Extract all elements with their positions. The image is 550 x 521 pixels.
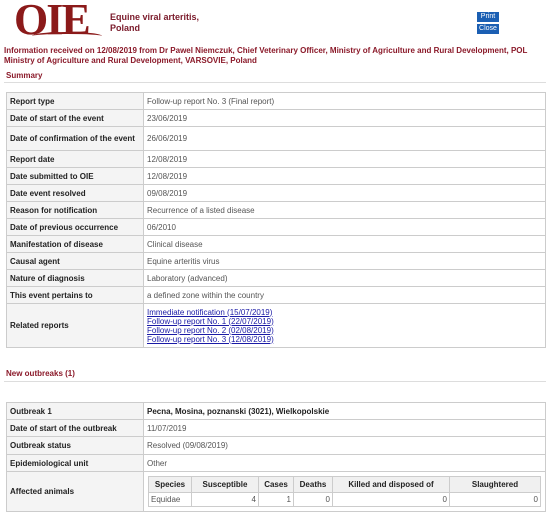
summary-row-value: Recurrence of a listed disease xyxy=(144,202,546,219)
summary-table xyxy=(6,92,546,348)
outbreaks-heading: New outbreaks (1) xyxy=(6,369,75,378)
info-line: Information received on 12/08/2019 from Dr Pawel Niemczuk, Chief Veterinary Officer, Ministry of Agriculture and Rural Development, POL Ministry of Agriculture and Rural Development, VARSOVIE, Poland xyxy=(4,46,528,65)
outbreak-table xyxy=(6,402,546,512)
summary-row-value: Follow-up report No. 3 (Final report) xyxy=(144,93,546,110)
summary-row xyxy=(7,151,546,168)
outbreak-row-value: 11/07/2019 xyxy=(144,420,546,437)
summary-row-value: 23/06/2019 xyxy=(144,110,546,127)
col-species: Species xyxy=(149,477,192,493)
summary-row xyxy=(7,93,546,110)
logo-text: OIE xyxy=(14,0,89,44)
outbreak-row xyxy=(7,437,546,455)
summary-row-value: 12/08/2019 xyxy=(144,168,546,185)
summary-row-value: 26/06/2019 xyxy=(144,127,546,151)
related-reports-list xyxy=(144,304,546,348)
summary-row-value: 06/2010 xyxy=(144,219,546,236)
col-deaths: Deaths xyxy=(294,477,333,493)
summary-row-value: Laboratory (advanced) xyxy=(144,270,546,287)
col-cases: Cases xyxy=(259,477,294,493)
animal-deaths: 0 xyxy=(294,493,333,507)
outbreak-label: Outbreak 1 xyxy=(7,403,144,420)
affected-animals-row xyxy=(7,472,546,512)
summary-row xyxy=(7,236,546,253)
related-reports-row xyxy=(7,304,546,348)
summary-row-label: Date of start of the event xyxy=(7,110,144,127)
summary-row-label: Date of previous occurrence xyxy=(7,219,144,236)
outbreak-row-value: Resolved (09/08/2019) xyxy=(144,437,546,455)
summary-row-label: This event pertains to xyxy=(7,287,144,304)
outbreak-title-row xyxy=(7,403,546,420)
summary-row-label: Report type xyxy=(7,93,144,110)
summary-row xyxy=(7,270,546,287)
summary-row-label: Date submitted to OIE xyxy=(7,168,144,185)
related-report-link[interactable]: Immediate notification (15/07/2019) xyxy=(147,307,273,317)
summary-row xyxy=(7,253,546,270)
disease-title xyxy=(110,12,199,34)
outbreak-row xyxy=(7,420,546,437)
summary-row xyxy=(7,168,546,185)
col-killed: Killed and disposed of xyxy=(333,477,450,493)
animal-cases: 1 xyxy=(259,493,294,507)
outbreak-row-label: Epidemiological unit xyxy=(7,455,144,472)
outbreaks-divider xyxy=(4,381,546,382)
animal-killed: 0 xyxy=(333,493,450,507)
summary-row xyxy=(7,219,546,236)
summary-row xyxy=(7,287,546,304)
summary-row-label: Causal agent xyxy=(7,253,144,270)
summary-row-value: 12/08/2019 xyxy=(144,151,546,168)
affected-animals-cell xyxy=(144,472,546,512)
summary-row-value: a defined zone within the country xyxy=(144,287,546,304)
oie-logo xyxy=(12,2,100,42)
summary-row-label: Date event resolved xyxy=(7,185,144,202)
col-slaughtered: Slaughtered xyxy=(450,477,541,493)
summary-row-label: Report date xyxy=(7,151,144,168)
related-report-link[interactable]: Follow-up report No. 2 (02/08/2019) xyxy=(147,325,274,335)
related-report-link[interactable]: Follow-up report No. 3 (12/08/2019) xyxy=(147,334,274,344)
outbreak-row-value: Other xyxy=(144,455,546,472)
summary-row-label: Nature of diagnosis xyxy=(7,270,144,287)
summary-row xyxy=(7,110,546,127)
summary-row xyxy=(7,185,546,202)
col-susceptible: Susceptible xyxy=(192,477,259,493)
related-report-link[interactable]: Follow-up report No. 1 (22/07/2019) xyxy=(147,316,274,326)
affected-animals-table xyxy=(148,476,541,507)
summary-row xyxy=(7,202,546,219)
summary-row-label: Date of confirmation of the event xyxy=(7,127,144,151)
outbreak-row-label: Date of start of the outbreak xyxy=(7,420,144,437)
animal-slaughtered: 0 xyxy=(450,493,541,507)
summary-row-value: Clinical disease xyxy=(144,236,546,253)
related-reports-label: Related reports xyxy=(7,304,144,348)
affected-animals-label: Affected animals xyxy=(7,472,144,512)
animal-species: Equidae xyxy=(149,493,192,507)
summary-row-value: 09/08/2019 xyxy=(144,185,546,202)
summary-row-value: Equine arteritis virus xyxy=(144,253,546,270)
summary-row-label: Reason for notification xyxy=(7,202,144,219)
close-button[interactable]: Close xyxy=(477,24,499,34)
summary-heading: Summary xyxy=(6,71,43,80)
outbreak-row xyxy=(7,455,546,472)
animal-row xyxy=(149,493,541,507)
outbreak-row-label: Outbreak status xyxy=(7,437,144,455)
logo-swoosh xyxy=(32,32,102,40)
summary-row xyxy=(7,127,546,151)
outbreak-location: Pecna, Mosina, poznanski (3021), Wielkopolskie xyxy=(144,403,546,420)
report-header xyxy=(0,0,550,44)
disease-name: Equine viral arteritis, xyxy=(110,12,200,22)
print-button[interactable]: Print xyxy=(477,12,499,22)
summary-divider xyxy=(4,82,546,83)
summary-row-label: Manifestation of disease xyxy=(7,236,144,253)
country-name: Poland xyxy=(110,23,141,33)
animal-susceptible: 4 xyxy=(192,493,259,507)
